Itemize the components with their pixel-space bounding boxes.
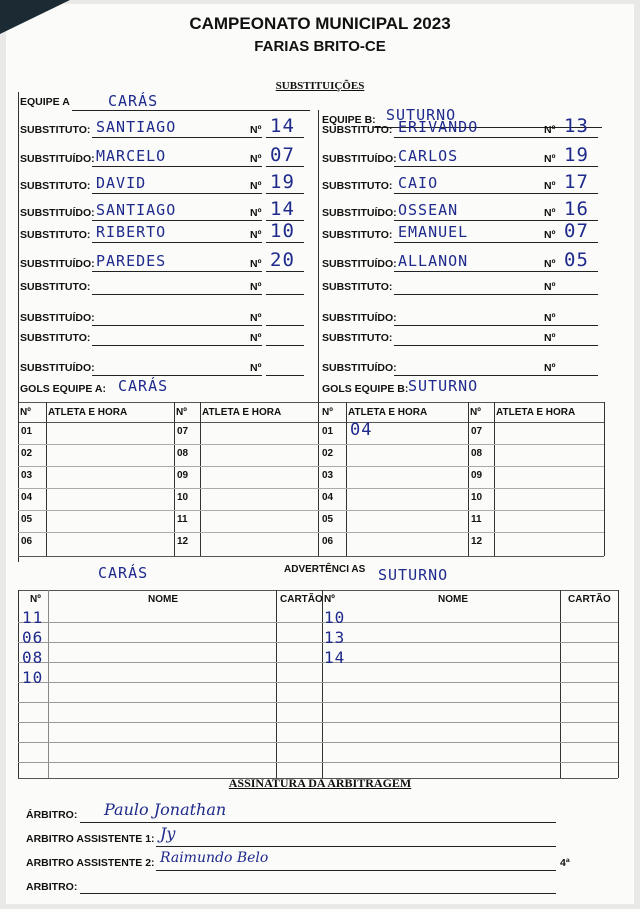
team-b-substituted-no-line-1 (560, 166, 598, 167)
team-a-substituted-number-3: 20 (270, 249, 295, 271)
warnings-col-line-a-no (48, 590, 49, 778)
team-a-substitute-label-1: SUBSTITUTO: (20, 124, 91, 136)
team-a-substituted-name-2: SANTIAGO (96, 201, 177, 219)
team-a-name: CARÁS (108, 92, 159, 110)
team-b-substituted-label-3: SUBSTITUÍDO: (322, 258, 397, 270)
warnings-header-name-b: NOME (438, 594, 468, 605)
team-a-substitute-name-2: DAVID (96, 174, 147, 192)
team-b-substitute-line-3 (394, 242, 570, 243)
team-b-substitute-no-label-4: Nº (544, 281, 556, 293)
team-a-substitute-label-2: SUBSTITUTO: (20, 180, 91, 192)
team-a-substitute-line-5 (92, 345, 262, 346)
team-a-substitute-label-3: SUBSTITUTO: (20, 229, 91, 241)
team-b-substituted-no-line-3 (560, 271, 598, 272)
team-b-substituted-number-3: 05 (564, 249, 589, 271)
team-b-substituted-no-line-4 (560, 325, 598, 326)
goals-a-left-no-3: 03 (21, 470, 33, 481)
team-a-substituted-label-4: SUBSTITUÍDO: (20, 312, 95, 324)
assistant1-label: ARBITRO ASSISTENTE 1: (26, 833, 155, 845)
goals-team-b-label: GOLS EQUIPE B: (322, 383, 409, 395)
warnings-team-b-name: SUTURNO (378, 566, 449, 584)
warnings-row-line-4 (18, 682, 618, 683)
warnings-col-line-2 (276, 590, 277, 778)
scoresheet (6, 4, 634, 904)
team-b-substitute-no-line-1 (560, 137, 598, 138)
team-a-substituted-no-line-3 (266, 271, 304, 272)
team-a-substituted-no-line-1 (266, 166, 304, 167)
referee-label: ÁRBITRO: (26, 809, 78, 821)
team-a-substituted-line-2 (92, 220, 262, 221)
assistant2-line (156, 870, 556, 871)
team-a-substituted-number-1: 07 (270, 144, 295, 166)
team-b-substituted-label-4: SUBSTITUÍDO: (322, 312, 397, 324)
team-b-substituted-number-2: 16 (564, 198, 589, 220)
team-b-substituted-line-5 (394, 375, 570, 376)
team-b-substituted-label-1: SUBSTITUÍDO: (322, 153, 397, 165)
team-a-substituted-line-5 (92, 375, 262, 376)
goals-b-left-no-5: 05 (322, 514, 334, 525)
team-b-substitute-line-5 (394, 345, 570, 346)
goals-header-2: ATLETA E HORA (48, 407, 128, 418)
team-b-substitute-line-1 (394, 137, 570, 138)
signatures-title: ASSINATURA DA ARBITRAGEM (228, 776, 412, 790)
team-b-substitute-name-1: ERIVANDO (398, 118, 479, 136)
goals-b-left-no-6: 06 (322, 536, 334, 547)
fourth-official-label: ARBITRO: (26, 881, 78, 893)
goals-b-left-no-4: 04 (322, 492, 334, 503)
goals-b-left-no-2: 02 (322, 448, 334, 459)
team-b-substituted-name-3: ALLANON (398, 252, 469, 270)
goals-header-8: ATLETA E HORA (496, 407, 576, 418)
assistant1-line (156, 846, 556, 847)
team-b-substitute-line-2 (394, 193, 570, 194)
goals-a-right-no-6: 12 (177, 536, 189, 547)
team-b-substituted-line-4 (394, 325, 570, 326)
team-b-substitute-name-2: CAIO (398, 174, 439, 192)
fourth-official-mark: 4ª (560, 857, 570, 869)
team-b-substitute-label-1: SUBSTITUTO: (322, 124, 393, 136)
team-b-substituted-label-2: SUBSTITUÍDO: (322, 207, 397, 219)
goals-a-right-no-4: 10 (177, 492, 189, 503)
team-a-substituted-label-5: SUBSTITUÍDO: (20, 362, 95, 374)
goals-row-line-6 (18, 532, 604, 533)
team-a-substitute-no-line-4 (266, 294, 304, 295)
goals-header-6: ATLETA E HORA (348, 407, 428, 418)
assistant2-signature: Raimundo Belo (160, 850, 269, 866)
goals-b-right-no-5: 11 (471, 514, 482, 525)
fourth-official-line (80, 893, 556, 894)
warnings-col-line-4 (560, 590, 561, 778)
team-b-substitute-no-line-3 (560, 242, 598, 243)
team-b-substitute-label-5: SUBSTITUTO: (322, 332, 393, 344)
team-a-substituted-no-label-4: Nº (250, 312, 262, 324)
goals-a-left-no-6: 06 (21, 536, 33, 547)
team-a-substituted-no-line-4 (266, 325, 304, 326)
team-a-label: EQUIPE A (20, 96, 70, 108)
team-a-substitute-no-line-1 (266, 137, 304, 138)
team-a-substitute-no-line-3 (266, 242, 304, 243)
goals-a-right-no-2: 08 (177, 448, 189, 459)
warnings-header-card-b: CARTÃO (568, 594, 611, 605)
team-b-substitute-no-line-5 (560, 345, 598, 346)
team-a-substituted-label-2: SUBSTITUÍDO: (20, 207, 95, 219)
goals-b-right-no-1: 07 (471, 426, 483, 437)
goals-header-3: Nº (176, 407, 187, 418)
warnings-col-line-1 (18, 590, 19, 778)
goals-row-line-3 (18, 466, 604, 467)
warnings-b-number-1: 10 (324, 608, 346, 627)
team-a-substituted-line-4 (92, 325, 262, 326)
team-b-substitute-no-line-4 (560, 294, 598, 295)
team-a-substitute-number-1: 14 (270, 115, 295, 137)
goals-a-right-no-5: 11 (177, 514, 188, 525)
warnings-a-number-1: 11 (22, 608, 44, 627)
goals-b-entry-1: 04 (350, 420, 373, 440)
warnings-header-card-a: CARTÃO (280, 594, 323, 605)
team-a-substitute-line-4 (92, 294, 262, 295)
warnings-title: ADVERTÊNCI AS (284, 564, 366, 575)
form-center-divider (318, 110, 319, 410)
team-b-substituted-no-line-5 (560, 375, 598, 376)
team-b-substitute-no-label-2: Nº (544, 180, 556, 192)
team-b-substituted-line-1 (394, 166, 570, 167)
goals-top-border (18, 402, 604, 403)
warnings-b-number-3: 14 (324, 648, 346, 667)
team-a-substituted-line-3 (92, 271, 262, 272)
goals-b-right-no-4: 10 (471, 492, 483, 503)
goals-a-left-no-2: 02 (21, 448, 33, 459)
goals-bottom-border (18, 556, 604, 557)
team-b-substituted-name-1: CARLOS (398, 147, 459, 165)
team-b-substitute-line-4 (394, 294, 570, 295)
warnings-row-line-1 (18, 622, 618, 623)
team-a-substituted-line-1 (92, 166, 262, 167)
warnings-row-line-5 (18, 702, 618, 703)
team-a-substituted-label-1: SUBSTITUÍDO: (20, 153, 95, 165)
team-b-substitute-no-label-5: Nº (544, 332, 556, 344)
team-b-substitute-label-3: SUBSTITUTO: (322, 229, 393, 241)
goals-b-right-no-6: 12 (471, 536, 483, 547)
goals-team-b-name: SUTURNO (408, 377, 479, 395)
warnings-a-number-2: 06 (22, 628, 44, 647)
warnings-header-no-b: Nº (324, 594, 335, 605)
warnings-col-line-3 (322, 590, 323, 778)
team-a-substitute-no-line-5 (266, 345, 304, 346)
page-title: CAMPEONATO MUNICIPAL 2023 (189, 14, 451, 33)
goals-row-line-5 (18, 510, 604, 511)
warnings-a-number-4: 10 (22, 668, 44, 687)
goals-col-line-9 (604, 402, 605, 556)
goals-row-line-2 (18, 444, 604, 445)
team-b-substitute-number-1: 13 (564, 115, 589, 137)
referee-line (80, 822, 556, 823)
team-b-substitute-label-4: SUBSTITUTO: (322, 281, 393, 293)
team-b-substituted-label-5: SUBSTITUÍDO: (322, 362, 397, 374)
team-b-substituted-no-label-4: Nº (544, 312, 556, 324)
team-b-substituted-line-3 (394, 271, 570, 272)
goals-b-right-no-3: 09 (471, 470, 483, 481)
goals-header-border (18, 422, 604, 423)
page-subtitle: FARIAS BRITO-CE (254, 38, 386, 55)
team-a-substituted-number-2: 14 (270, 198, 295, 220)
team-a-line (72, 110, 310, 111)
warnings-row-line-3 (18, 662, 618, 663)
team-a-substitute-label-4: SUBSTITUTO: (20, 281, 91, 293)
warnings-b-number-2: 13 (324, 628, 346, 647)
team-b-substituted-line-2 (394, 220, 570, 221)
warnings-header-name-a: NOME (148, 594, 178, 605)
team-b-substituted-no-label-5: Nº (544, 362, 556, 374)
team-b-substituted-no-label-3: Nº (544, 258, 556, 270)
referee-signature: Paulo Jonathan (104, 800, 227, 819)
team-b-substitute-name-3: EMANUEL (398, 223, 469, 241)
warnings-row-line-2 (18, 642, 618, 643)
team-a-substituted-no-label-3: Nº (250, 258, 262, 270)
warnings-row-line-8 (18, 762, 618, 763)
goals-a-right-no-1: 07 (177, 426, 189, 437)
team-a-substituted-label-3: SUBSTITUÍDO: (20, 258, 95, 270)
assistant2-label: ARBITRO ASSISTENTE 2: (26, 857, 155, 869)
team-a-substituted-name-3: PAREDES (96, 252, 167, 270)
goals-b-right-no-2: 08 (471, 448, 483, 459)
goals-team-a-label: GOLS EQUIPE A: (20, 383, 106, 395)
team-a-substituted-no-label-2: Nº (250, 207, 262, 219)
team-b-substituted-no-label-2: Nº (544, 207, 556, 219)
team-a-substitute-label-5: SUBSTITUTO: (20, 332, 91, 344)
team-a-substitute-no-label-5: Nº (250, 332, 262, 344)
team-a-substitute-line-1 (92, 137, 262, 138)
assistant1-signature: Jy (160, 824, 176, 843)
warnings-row-line-7 (18, 742, 618, 743)
goals-row-line-4 (18, 488, 604, 489)
team-b-substitute-no-label-1: Nº (544, 124, 556, 136)
team-b-substitute-number-2: 17 (564, 171, 589, 193)
warnings-row-line-6 (18, 722, 618, 723)
team-b-label: EQUIPE B: (322, 114, 376, 126)
team-a-substitute-number-3: 10 (270, 220, 295, 242)
team-b-substitute-no-line-2 (560, 193, 598, 194)
goals-a-left-no-1: 01 (21, 426, 33, 437)
team-a-substitute-no-label-1: Nº (250, 124, 262, 136)
goals-b-left-no-1: 01 (322, 426, 334, 437)
warnings-header-no-a: Nº (30, 594, 41, 605)
team-a-substituted-no-line-5 (266, 375, 304, 376)
team-b-substitute-number-3: 07 (564, 220, 589, 242)
goals-header-4: ATLETA E HORA (202, 407, 282, 418)
team-b-substituted-no-label-1: Nº (544, 153, 556, 165)
team-a-substituted-no-label-5: Nº (250, 362, 262, 374)
team-a-substitute-line-3 (92, 242, 262, 243)
team-b-name: SUTURNO (386, 106, 457, 124)
team-a-substituted-name-1: MARCELO (96, 147, 167, 165)
warnings-top-border (18, 590, 618, 591)
team-b-substituted-name-2: OSSEAN (398, 201, 459, 219)
team-a-substituted-no-label-1: Nº (250, 153, 262, 165)
goals-a-left-no-5: 05 (21, 514, 33, 525)
goals-header-1: Nº (20, 407, 31, 418)
team-a-substitute-name-1: SANTIAGO (96, 118, 177, 136)
goals-header-5: Nº (322, 407, 333, 418)
team-a-substitute-name-3: RIBERTO (96, 223, 167, 241)
team-a-substitute-no-line-2 (266, 193, 304, 194)
goals-a-left-no-4: 04 (21, 492, 33, 503)
team-b-substitute-no-label-3: Nº (544, 229, 556, 241)
team-a-substitute-no-label-3: Nº (250, 229, 262, 241)
team-a-substitute-no-label-4: Nº (250, 281, 262, 293)
warnings-a-number-3: 08 (22, 648, 44, 667)
warnings-col-line-5 (618, 590, 619, 778)
warnings-team-a-name: CARÁS (98, 564, 149, 582)
goals-team-a-name: CARÁS (118, 377, 169, 395)
team-b-substituted-number-1: 19 (564, 144, 589, 166)
team-a-substitute-number-2: 19 (270, 171, 295, 193)
section-title-substitutions: SUBSTITUIÇÕES (275, 80, 365, 92)
goals-a-right-no-3: 09 (177, 470, 189, 481)
team-a-substitute-line-2 (92, 193, 262, 194)
team-a-substitute-no-label-2: Nº (250, 180, 262, 192)
team-b-substitute-label-2: SUBSTITUTO: (322, 180, 393, 192)
goals-header-7: Nº (470, 407, 481, 418)
goals-b-left-no-3: 03 (322, 470, 334, 481)
